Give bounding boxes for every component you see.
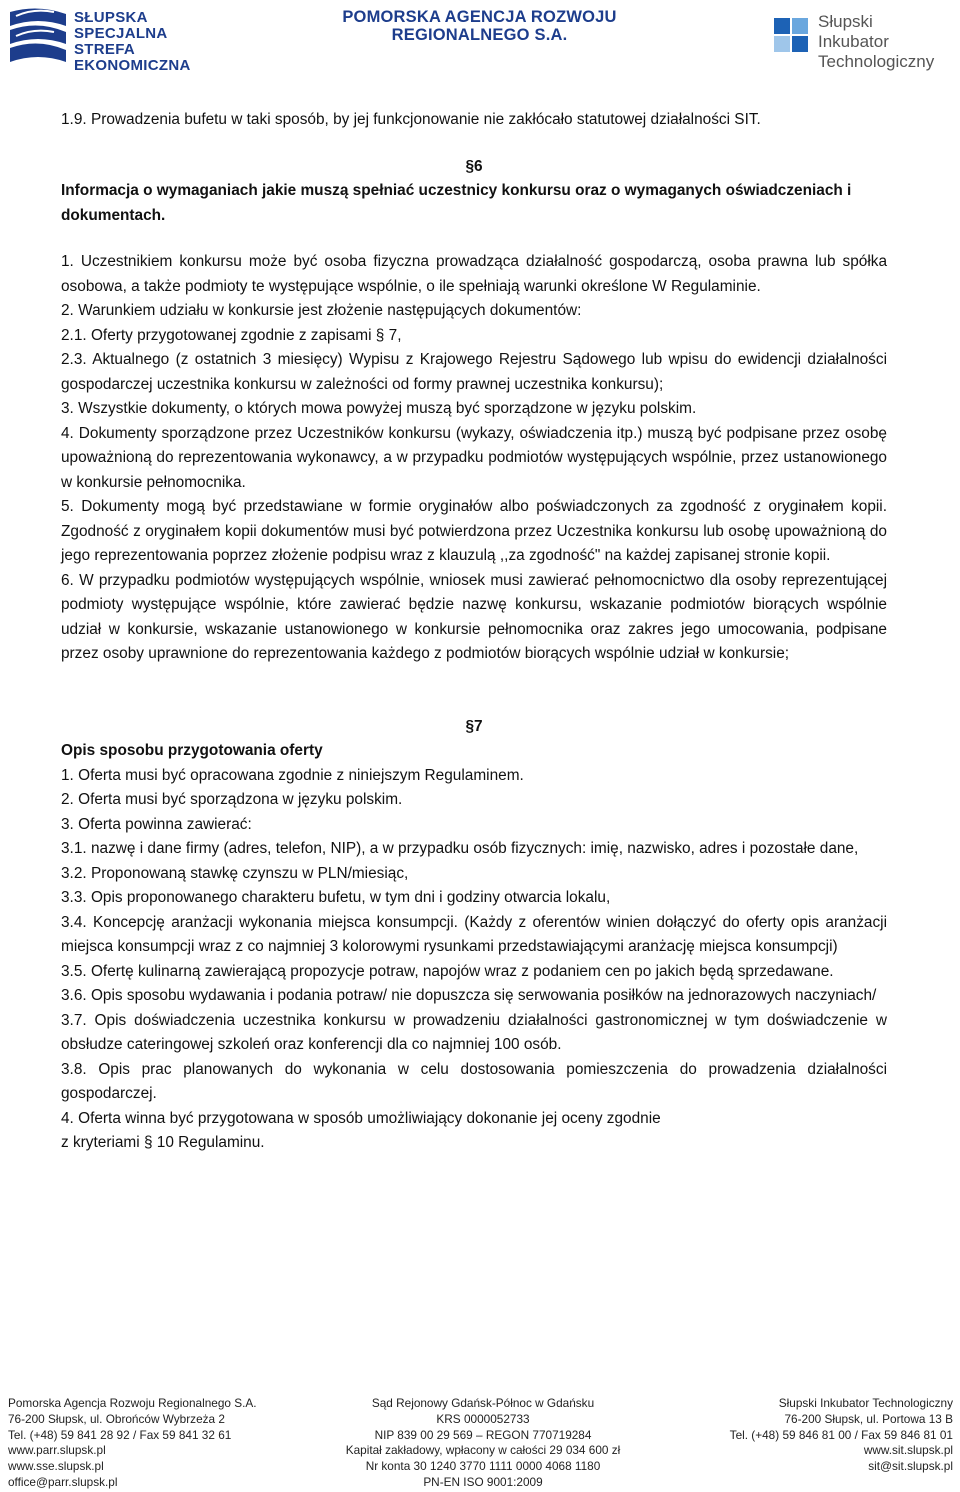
footer-middle-line: PN-EN ISO 9001:2009 bbox=[423, 1474, 543, 1489]
s7-item-3-5: 3.5. Ofertę kulinarną zawierającą propozycje potraw, napojów wraz z podaniem cen po jakich będą sprzedawane. bbox=[61, 962, 834, 980]
footer-right-link[interactable]: www.sit.slupsk.pl bbox=[863, 1443, 953, 1458]
section-sign-icon: § bbox=[465, 157, 474, 175]
s7-item-3-2: 3.2. Proponowaną stawkę czynszu w PLN/miesiąc, bbox=[61, 864, 409, 882]
s7-item-3-7: 3.7. Opis doświadczenia uczestnika konkursu w prowadzeniu działalności gastronomicznej w tym doświadczenie w obsłudze cateringowej szkoleń oraz konferencji dla co najmniej 100 osób. bbox=[61, 1011, 887, 1053]
s7-item-3-6: 3.6. Opis sposobu wydawania i podania potraw/ nie dopuszcza się serwowania posiłków na jednorazowych naczyniach/ bbox=[61, 987, 877, 1004]
sse-logo-line4: EKONOMICZNA bbox=[74, 57, 191, 74]
section-sign-icon: § bbox=[465, 717, 474, 735]
footer-left-link[interactable]: www.sse.slupsk.pl bbox=[8, 1459, 104, 1474]
sse-logo bbox=[8, 6, 208, 76]
s7-item-2: 2. Oferta musi być sporządzona w języku polskim. bbox=[61, 791, 403, 808]
footer-right-line: Tel. (+48) 59 846 81 00 / Fax 59 846 81 01 bbox=[729, 1427, 953, 1442]
footer-right bbox=[730, 1396, 953, 1475]
footer-right-line: Słupski Inkubator Technologiczny bbox=[778, 1396, 953, 1410]
page-footer bbox=[8, 1396, 953, 1490]
footer-left-email[interactable]: office@parr.slupsk.pl bbox=[8, 1474, 118, 1489]
s6-item-1: 1. Uczestnikiem konkursu może być osoba fizyczna prowadząca działalność gospodarczą, osoba prawna lub spółka osobowa, a także podmioty te występujące wspólnie, o ile spełniają warunki określone W Regulaminie. bbox=[61, 253, 887, 295]
sit-puzzle-icon bbox=[770, 14, 814, 64]
s6-item-5b: Zgodność z oryginałem kopii dokumentów musi być potwierdzona przez Uczestnika konkursu lub osobę upoważnioną do jego reprezentowania poprzez złożenie podpisu wraz z klauzulą ,,za zgodność" na każdej zapisanej stronie kopii. bbox=[61, 522, 887, 564]
sse-logo-line3: STREFA bbox=[74, 41, 135, 58]
footer-right-email[interactable]: sit@sit.slupsk.pl bbox=[868, 1459, 953, 1474]
section-6-title: §6 bbox=[465, 157, 483, 175]
s7-item-3: 3. Oferta powinna zawierać: bbox=[61, 815, 252, 833]
section-6-heading: Informacja o wymaganiach jakie muszą spełniać uczestnicy konkursu oraz o wymaganych oświadczeniach i dokumentach. bbox=[61, 182, 852, 224]
footer-middle bbox=[318, 1396, 648, 1491]
footer-middle-line: Sąd Rejonowy Gdańsk-Północ w Gdańsku bbox=[371, 1396, 595, 1410]
parr-logo-line1: POMORSKA AGENCJA ROZWOJU bbox=[342, 8, 617, 26]
section-7-heading: Opis sposobu przygotowania oferty bbox=[61, 742, 323, 759]
sse-logo-line1: SŁUPSKA bbox=[74, 9, 148, 26]
footer-middle-line: Kapitał zakładowy, wpłacony w całości 29 034 600 zł bbox=[345, 1443, 621, 1458]
s6-item-6: 6. W przypadku podmiotów występujących wspólnie, wniosek musi zawierać pełnomocnictwo dla osoby reprezentującej podmioty występujące wspólnie, które zawierać będzie nazwę konkursu, wskazanie podmiotów biorących wspólnie udział w konkursie, wskazanie ustanowionego w konkursie pełnomocnika oraz zakres jego umocowania, podpisane przez osoby uprawnione do reprezentowania każdego z podmiotów biorących wspólnie udział w konkursie; bbox=[61, 571, 887, 662]
section-7-title: §7 bbox=[465, 717, 483, 735]
footer-right-line: 76-200 Słupsk, ul. Portowa 13 B bbox=[784, 1411, 953, 1426]
document-body bbox=[61, 108, 887, 1156]
parr-logo-line2: REGIONALNEGO S.A. bbox=[391, 26, 568, 44]
page-header bbox=[0, 0, 960, 82]
footer-left bbox=[8, 1396, 257, 1491]
sit-logo-line1: Słupski bbox=[818, 12, 873, 31]
footer-left-line: Tel. (+48) 59 841 28 92 / Fax 59 841 32 61 bbox=[8, 1427, 232, 1442]
s7-item-3-8: 3.8. Opis prac planowanych do wykonania w celu dostosowania pomieszczenia do prowadzenia działalności gospodarczej. bbox=[61, 1060, 887, 1102]
sit-logo bbox=[770, 10, 955, 80]
sit-logo-line2: Inkubator bbox=[818, 32, 889, 51]
s7-item-3-3: 3.3. Opis proponowanego charakteru bufetu, w tym dni i godziny otwarcia lokalu, bbox=[61, 889, 611, 906]
sse-wave-icon bbox=[8, 6, 70, 74]
s6-item-2: 2. Warunkiem udziału w konkursie jest złożenie następujących dokumentów: bbox=[61, 302, 582, 319]
footer-middle-line: KRS 0000052733 bbox=[436, 1411, 530, 1426]
s7-item-1: 1. Oferta musi być opracowana zgodnie z niniejszym Regulaminem. bbox=[61, 766, 524, 784]
s6-item-5 bbox=[61, 495, 887, 569]
sit-logo-line3: Technologiczny bbox=[818, 52, 935, 71]
s6-item-4: 4. Dokumenty sporządzone przez Uczestników konkursu (wykazy, oświadczenia itp.) muszą być podpisane przez osobę upoważnioną do reprezentowania wykonawcy, a w przypadku podmiotów występujących wspólnie, przez ustanowionego w konkursie pełnomocnika. bbox=[61, 424, 887, 491]
footer-left-line: 76-200 Słupsk, ul. Obrońców Wybrzeża 2 bbox=[8, 1411, 225, 1426]
sse-logo-line2: SPECJALNA bbox=[74, 25, 168, 42]
s7-item-4a: 4. Oferta winna być przygotowana w sposób umożliwiający dokonanie jej oceny zgodnie bbox=[61, 1109, 661, 1127]
footer-middle-line: NIP 839 00 29 569 – REGON 770719284 bbox=[374, 1427, 592, 1442]
s6-item-2-1: 2.1. Oferty przygotowanej zgodnie z zapisami § 7, bbox=[61, 326, 402, 344]
s7-item-4b: z kryteriami § 10 Regulaminu. bbox=[61, 1134, 265, 1151]
footer-left-link[interactable]: www.parr.slupsk.pl bbox=[8, 1443, 106, 1458]
s7-item-3-1: 3.1. nazwę i dane firmy (adres, telefon, NIP), a w przypadku osób fizycznych: imię, nazwisko, adres i pozostałe dane, bbox=[61, 840, 859, 857]
parr-logo bbox=[342, 8, 617, 44]
s6-item-2-3: 2.3. Aktualnego (z ostatnich 3 miesięcy) Wypisu z Krajowego Rejestru Sądowego lub wpisu do ewidencji działalności gospodarczej uczestnika konkursu w zależności od formy prawnej uczestnika konkursu); bbox=[61, 351, 887, 393]
footer-left-line: Pomorska Agencja Rozwoju Regionalnego S.A. bbox=[8, 1396, 257, 1410]
s6-item-5a: 5. Dokumenty mogą być przedstawiane w formie oryginałów albo poświadczonych za zgodność z oryginałem kopii. bbox=[61, 498, 887, 515]
footer-middle-line: Nr konta 30 1240 3770 1111 0000 4068 1180 bbox=[365, 1459, 601, 1474]
s7-item-3-4: 3.4. Koncepcję aranżacji wykonania miejsca konsumpcji. (Każdy z oferentów winien dołączyć do oferty opis aranżacji miejsca konsumpcji wraz z co najmniej 3 kolorowymi rysunkami przedstawiającymi aranżację miejsca konsumpcji) bbox=[61, 913, 887, 955]
paragraph-1-9: 1.9. Prowadzenia bufetu w taki sposób, by jej funkcjonowanie nie zakłócało statutowej działalności SIT. bbox=[61, 111, 761, 128]
s6-item-3: 3. Wszystkie dokumenty, o których mowa powyżej muszą być sporządzone w języku polskim. bbox=[61, 400, 697, 417]
